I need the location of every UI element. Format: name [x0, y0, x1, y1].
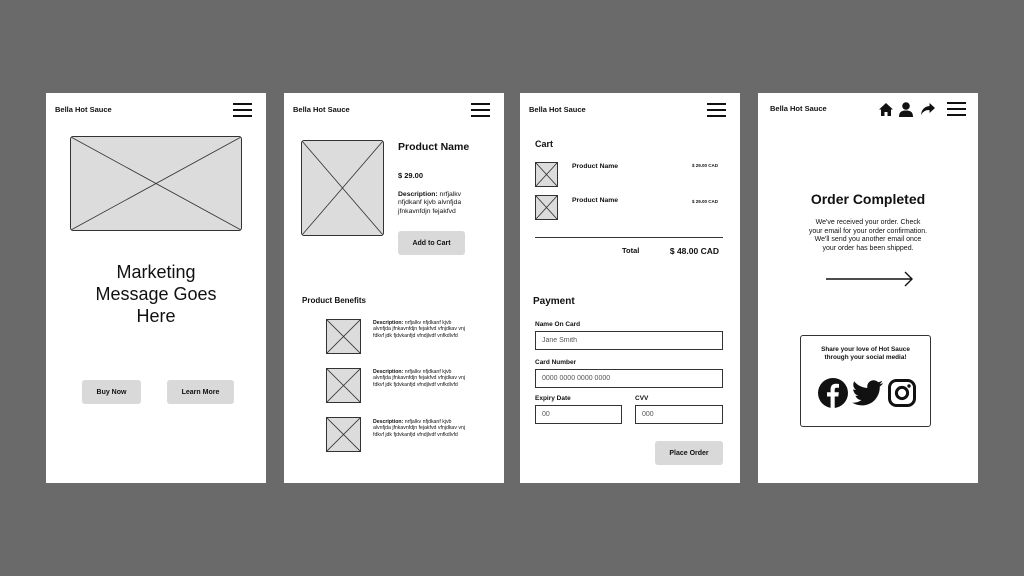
benefit-image-placeholder: [326, 319, 361, 354]
cart-divider: [535, 237, 723, 238]
cart-item-image-placeholder: [535, 195, 558, 220]
brand-title: Bella Hot Sauce: [293, 105, 350, 114]
twitter-icon[interactable]: [852, 380, 883, 406]
payment-title: Payment: [533, 296, 575, 307]
brand-title: Bella Hot Sauce: [770, 104, 827, 113]
learn-more-button[interactable]: Learn More: [167, 380, 234, 404]
cvv-label: CVV: [635, 395, 649, 402]
brand-title: Bella Hot Sauce: [529, 105, 586, 114]
benefit-text: nrfjalkv nfjdkanf kjvb alvnfjda jfnkavnfdjn fejakfvd vfnjdkav vnj fdkvf jdk fjdvkanfjd vfndjlvdf vnfkdlvfd: [373, 369, 465, 388]
card-number-input[interactable]: [535, 369, 723, 388]
total-value: $ 48.00 CAD: [669, 246, 719, 256]
product-price: $ 29.00: [398, 171, 424, 180]
description-text: nrfjalkv nfjdkanf kjvb alvnfjda jfnkavnfdjn fejakfvd: [398, 191, 462, 215]
share-icon[interactable]: [921, 103, 935, 116]
hamburger-menu-icon[interactable]: [471, 103, 490, 117]
product-description: [398, 191, 476, 216]
benefit-label: Description:: [373, 369, 404, 375]
landing-screen: [46, 93, 266, 483]
order-confirmation-message: We've received your order. Check your email for your order confirmation. We'll send you another email once your order has been shipped.: [808, 219, 928, 253]
benefit-label: Description:: [373, 320, 404, 326]
hamburger-menu-icon[interactable]: [707, 103, 726, 117]
cart-item-price: $ 29.00 CAD: [691, 163, 718, 168]
cart-item-image-placeholder: [535, 162, 558, 187]
place-order-button[interactable]: Place Order: [655, 441, 723, 465]
description-label: Description:: [398, 191, 438, 198]
facebook-icon[interactable]: [818, 378, 848, 408]
name-on-card-input[interactable]: [535, 331, 723, 350]
product-image-placeholder: [301, 140, 384, 236]
cart-item-name: Product Name: [572, 163, 619, 170]
expiry-date-label: Expiry Date: [535, 395, 571, 402]
buy-now-button[interactable]: Buy Now: [82, 380, 141, 404]
user-icon[interactable]: [899, 102, 913, 117]
benefit-image-placeholder: [326, 368, 361, 403]
marketing-message: Marketing Message Goes Here: [95, 262, 217, 326]
home-icon[interactable]: [879, 103, 893, 116]
instagram-icon[interactable]: [888, 379, 916, 407]
hamburger-menu-icon[interactable]: [233, 103, 252, 117]
social-share-text: Share your love of Hot Sauce through your social media!: [821, 346, 910, 361]
brand-title: Bella Hot Sauce: [55, 105, 112, 114]
cart-title: Cart: [535, 139, 554, 149]
order-complete-screen: [758, 93, 978, 483]
cart-item-price: $ 29.00 CAD: [691, 199, 718, 204]
checkout-screen: [520, 93, 740, 483]
benefit-text: nrfjalkv nfjdkanf kjvb alvnfjda jfnkavnfdjn fejakfvd vfnjdkav vnj fdkvf jdk fjdvkanfjd vfndjlvdf vnfkdlvfd: [373, 419, 465, 438]
order-completed-title: Order Completed: [810, 191, 926, 207]
benefit-label: Description:: [373, 419, 404, 425]
total-label: Total: [622, 246, 640, 255]
add-to-cart-button[interactable]: Add to Cart: [398, 231, 465, 255]
product-screen: [284, 93, 504, 483]
expiry-date-input[interactable]: [535, 405, 622, 424]
benefit-image-placeholder: [326, 417, 361, 452]
benefit-description: [373, 419, 465, 438]
card-number-label: Card Number: [535, 359, 577, 366]
arrow-right-icon[interactable]: [826, 271, 914, 287]
cvv-input[interactable]: [635, 405, 723, 424]
hamburger-menu-icon[interactable]: [947, 102, 966, 116]
benefit-description: [373, 320, 465, 339]
hero-image-placeholder: [70, 136, 242, 231]
product-benefits-title: Product Benefits: [302, 296, 367, 305]
product-name: Product Name: [398, 141, 470, 153]
benefit-text: nrfjalkv nfjdkanf kjvb alvnfjda jfnkavnfdjn fejakfvd vfnjdkav vnj fdkvf jdk fjdvkanfjd vfndjlvdf vnfkdlvfd: [373, 320, 465, 339]
cart-item-name: Product Name: [572, 197, 619, 204]
benefit-description: [373, 369, 465, 388]
social-media-box: [800, 335, 931, 427]
name-on-card-label: Name On Card: [535, 321, 581, 328]
